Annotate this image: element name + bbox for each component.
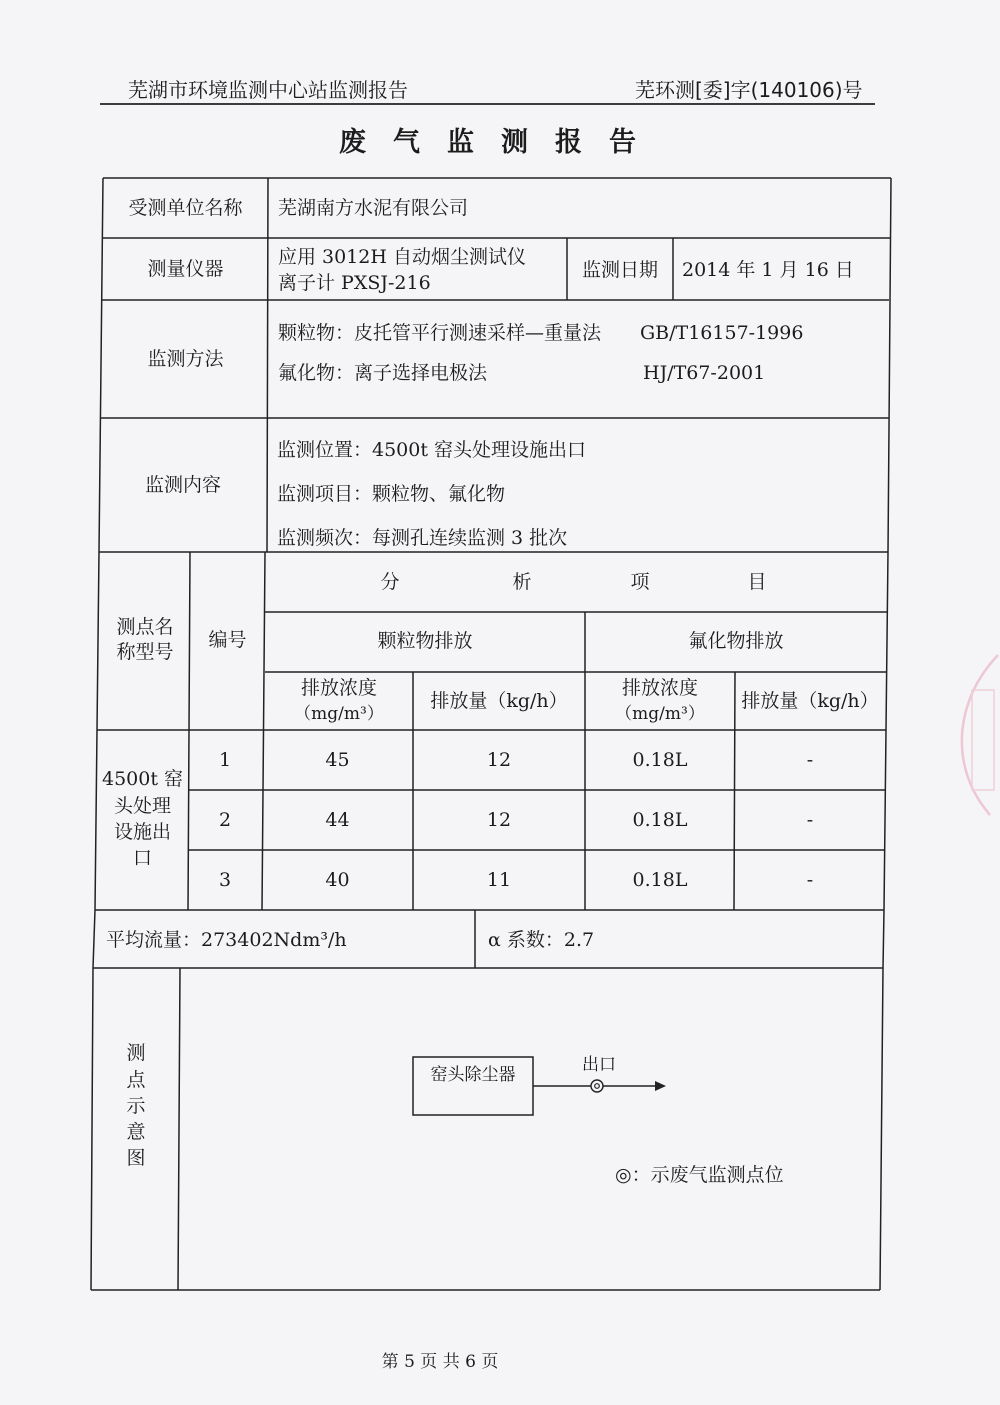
pm-conc-value: 45 <box>325 749 350 771</box>
point-name-line: 4500t 窑 <box>101 768 184 790</box>
method-text: 颗粒物：皮托管平行测速采样—重量法 <box>278 322 602 344</box>
sampling-point-icon <box>591 1080 603 1092</box>
alpha-coefficient: α 系数：2.7 <box>488 929 595 951</box>
instrument-label: 测量仪器 <box>147 258 224 280</box>
grid-line <box>262 552 265 910</box>
method-standard: HJ/T67-2001 <box>643 362 766 384</box>
page-number: 第 5 页 共 6 页 <box>381 1352 499 1372</box>
grid-line <box>93 910 95 968</box>
analysis-char: 项 <box>630 571 650 593</box>
diagram-label-char: 测 <box>126 1042 146 1064</box>
pm-rate-value: 12 <box>486 809 512 831</box>
doc-number: 芜环测[委]字(140106)号 <box>635 78 863 102</box>
grid-line <box>880 968 883 1290</box>
analysis-char: 分 <box>380 571 400 593</box>
point-name-line: 设施出 <box>113 821 171 843</box>
f-conc-unit: （mg/m³） <box>615 704 705 724</box>
pm-rate-value: 12 <box>486 749 512 771</box>
f-conc-value: 0.18L <box>632 869 688 891</box>
pm-conc-value: 44 <box>325 809 350 831</box>
diagram-label-char: 意 <box>126 1121 146 1143</box>
f-conc-header: 排放浓度 <box>621 677 698 699</box>
pm-conc-value: 40 <box>325 869 350 891</box>
diagram-legend: ◎：示废气监测点位 <box>615 1164 784 1186</box>
analysis-char: 析 <box>512 571 532 593</box>
grid-line <box>888 178 891 552</box>
unit-label: 受测单位名称 <box>128 197 243 219</box>
particulate-group: 颗粒物排放 <box>377 630 473 652</box>
f-rate-value: - <box>806 809 814 831</box>
unit-value: 芜湖南方水泥有限公司 <box>278 197 469 219</box>
point-name-line: 口 <box>132 847 152 869</box>
f-conc-value: 0.18L <box>632 749 688 771</box>
f-conc-value: 0.18L <box>632 809 688 831</box>
diagram-label-char: 图 <box>126 1147 146 1169</box>
row-number: 1 <box>218 749 232 771</box>
f-rate-value: - <box>806 869 814 891</box>
stamp-mark <box>962 655 998 815</box>
method-text: 氟化物：离子选择电极法 <box>278 362 488 384</box>
pm-rate-value: 11 <box>486 869 512 891</box>
pm-conc-header: 排放浓度 <box>300 677 377 699</box>
row-number: 2 <box>218 809 232 831</box>
grid-line <box>883 910 884 968</box>
row-number: 3 <box>218 869 232 891</box>
point-name-line: 头处理 <box>113 795 171 817</box>
analysis-char: 目 <box>747 571 767 593</box>
arrow-head-icon <box>655 1081 666 1091</box>
instrument-line: 离子计 PXSJ-216 <box>278 272 431 294</box>
dust-collector-label: 窑头除尘器 <box>430 1065 516 1085</box>
content-line: 监测频次：每测孔连续监测 3 批次 <box>277 527 568 549</box>
number-label: 编号 <box>208 629 247 651</box>
point-label-line: 测点名 <box>116 616 174 638</box>
average-flow: 平均流量：273402Ndm³/h <box>106 929 347 951</box>
grid-line <box>188 552 190 910</box>
instrument-line: 应用 3012H 自动烟尘测试仪 <box>278 246 527 268</box>
f-rate-header: 排放量（kg/h） <box>741 690 879 712</box>
content-line: 监测位置：4500t 窑头处理设施出口 <box>277 439 587 461</box>
fluoride-group: 氟化物排放 <box>688 630 784 652</box>
org-title: 芜湖市环境监测中心站监测报告 <box>128 78 408 102</box>
pm-rate-header: 排放量（kg/h） <box>430 690 568 712</box>
outlet-label: 出口 <box>582 1055 616 1075</box>
grid-line <box>95 730 97 910</box>
grid-line <box>97 552 99 730</box>
diagram-label-char: 点 <box>126 1069 146 1091</box>
content-label: 监测内容 <box>144 474 221 496</box>
method-label: 监测方法 <box>147 348 224 370</box>
date-label: 监测日期 <box>581 259 658 281</box>
pm-conc-unit: （mg/m³） <box>294 704 384 724</box>
method-standard: GB/T16157-1996 <box>640 322 804 344</box>
diagram-label-char: 示 <box>126 1095 146 1117</box>
page-title: 废气监测报告 <box>339 127 663 158</box>
point-label-line: 称型号 <box>116 641 174 663</box>
content-line: 监测项目：颗粒物、氟化物 <box>277 483 506 505</box>
date-value: 2014 年 1 月 16 日 <box>682 259 854 281</box>
f-rate-value: - <box>806 749 814 771</box>
